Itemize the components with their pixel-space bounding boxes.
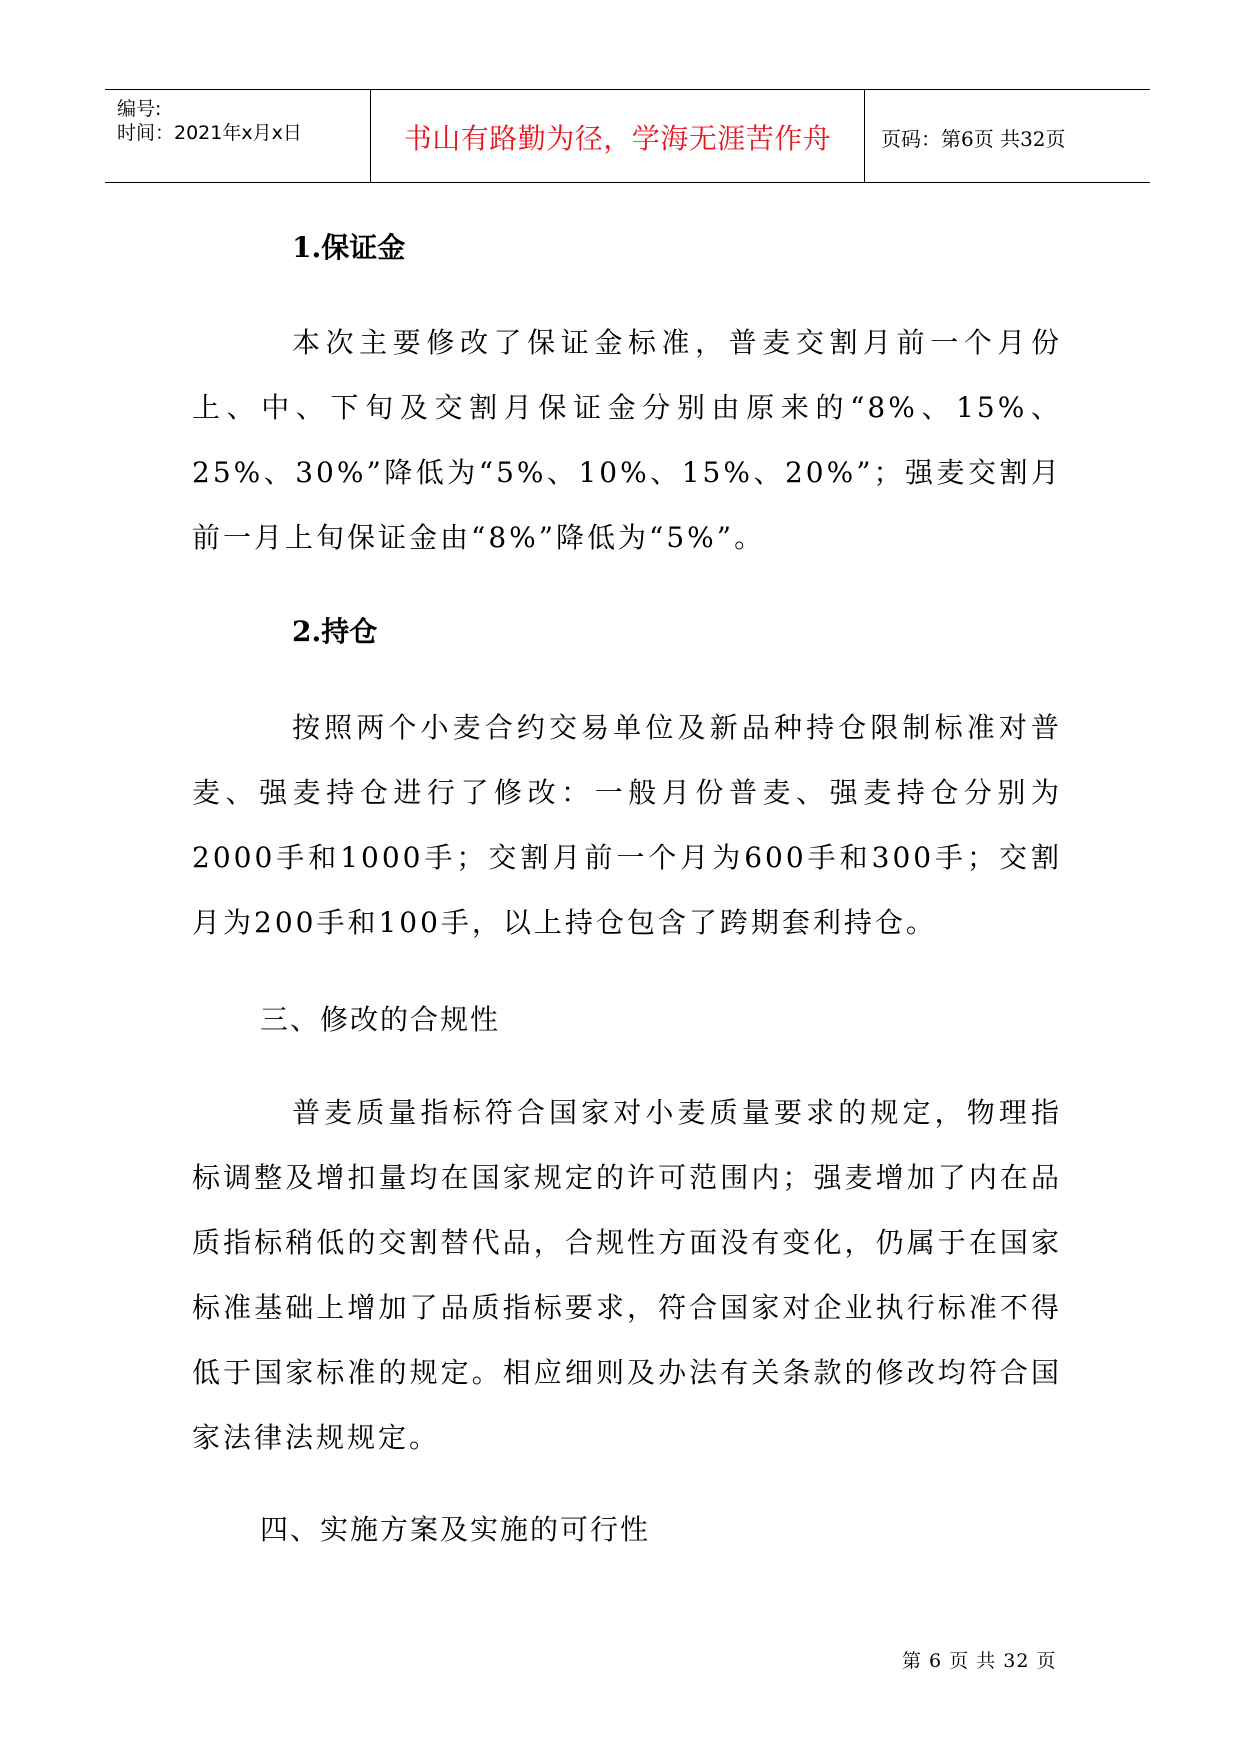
page-footer: 第 6 页 共 32 页 (902, 1650, 1057, 1672)
header-page-cell (865, 90, 1150, 182)
paragraph-margin: 本次主要修改了保证金标准，普麦交割月前一个月份上、中、下旬及交割月保证金分别由原来的“8%、15%、25%、30%”降低为“5%、10%、15%、20%”；强麦交割月前一月上旬保证金由“8%”降低为“5%”。 (192, 326, 1062, 554)
section-heading-implementation: 四、实施方案及实施的可行性 (260, 1513, 651, 1546)
paragraph-compliance: 普麦质量指标符合国家对小麦质量要求的规定，物理指标调整及增扣量均在国家规定的许可范围内；强麦增加了内在品质指标稍低的交割替代品，合规性方面没有变化，仍属于在国家标准基础上增加了品质指标要求，符合国家对企业执行标准不得低于国家标准的规定。相应细则及办法有关条款的修改均符合国家法律法规规定。 (192, 1096, 1062, 1454)
header-page-code: 页码：第6页 共32页 (881, 127, 1066, 151)
section-heading-margin: 1.保证金 (292, 231, 406, 264)
page-header (105, 89, 1150, 183)
document-time-label: 时间：2021年x月x日 (117, 122, 302, 144)
section-heading-compliance: 三、修改的合规性 (260, 1003, 501, 1036)
document-number-label: 编号: (117, 98, 162, 120)
header-meta-cell (105, 90, 370, 182)
header-motto-cell (370, 90, 865, 182)
paragraph-position: 按照两个小麦合约交易单位及新品种持仓限制标准对普麦、强麦持仓进行了修改：一般月份普麦、强麦持仓分别为2000手和1000手；交割月前一个月为600手和300手；交割月为200手和100手，以上持仓包含了跨期套利持仓。 (192, 711, 1062, 939)
header-motto: 书山有路勤为径，学海无涯苦作舟 (403, 122, 832, 155)
section-heading-position: 2.持仓 (292, 615, 378, 648)
